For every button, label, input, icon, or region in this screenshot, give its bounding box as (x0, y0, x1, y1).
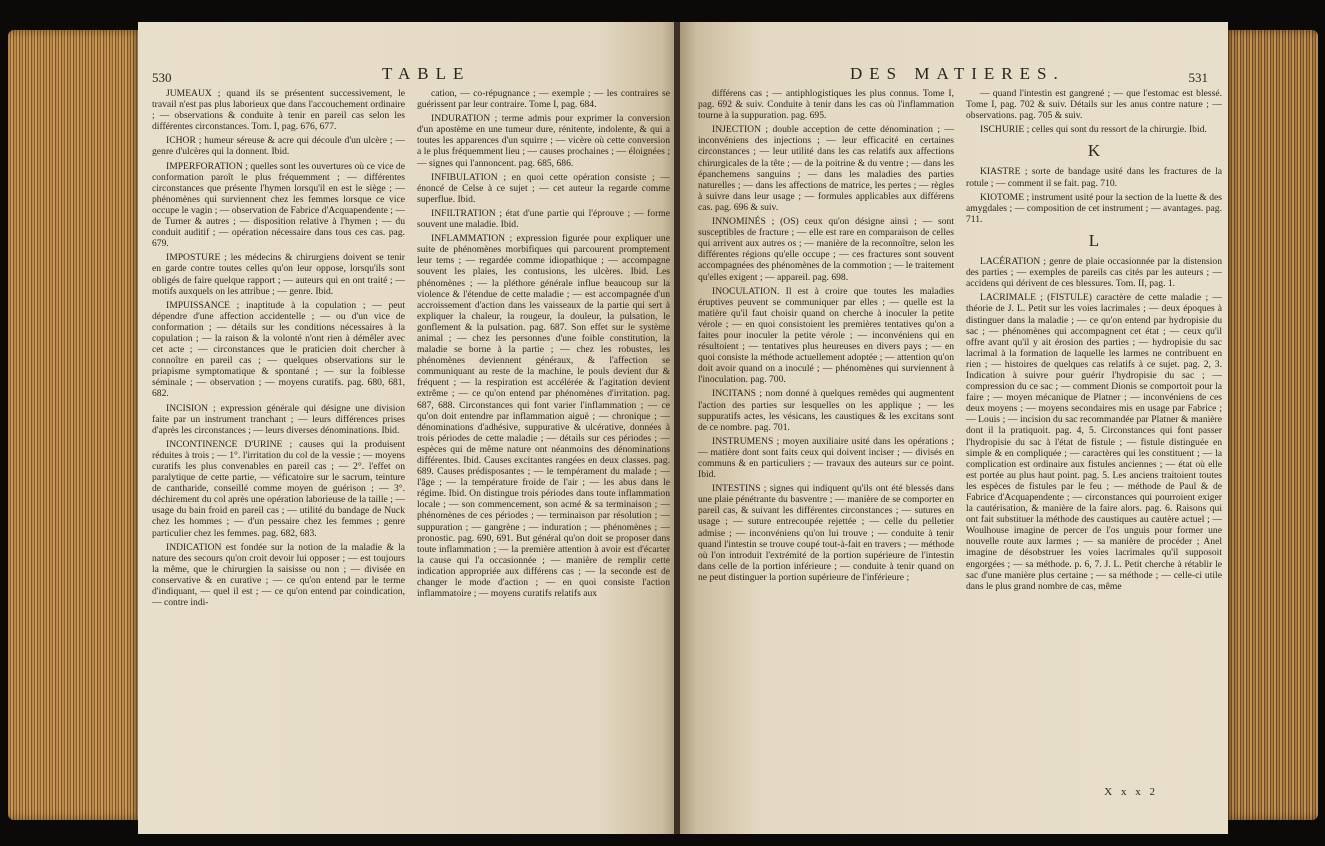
index-entry: INCITANS ; nom donné à quelques remèdes qui augmentent l'action des parties sur lesquelles on les applique ; — les suppuratifs actes, les vésicans, les caustiques & les excitans sont de ce nombre. pag. 701. (698, 388, 954, 433)
index-entry: différens cas ; — antiphlogistiques les plus connus. Tome I, pag. 692 & suiv. Conduite à tenir dans les cas où l'inflammation tourne à la suppuration. pag. 695. (698, 88, 954, 122)
index-entry: cation, — co-répugnance ; — exemple ; — les contraires se guérissent par leur contraire. Tome I, pag. 684. (417, 88, 670, 111)
index-entry: INJECTION ; double acception de cette dénomination ; — inconvéniens des injections ; — leur efficacité en certaines circonstances ; — leur utilité dans les cas relatifs aux affections chirurgicales de la tête ; — de la poitrine & du ventre ; — dans les épanchemens sanguins ; — dans les maladies des parties naturelles ; — dans les affections de matrice, les pertes ; — règles à suivre dans leur usage ; — formules applicables aux différens cas. pag. 696 & suiv. (698, 124, 954, 213)
index-entry: INCONTINENCE D'URINE ; causes qui la produisent réduites à trois ; — 1°. l'irritation du col de la vessie ; — moyens curatifs les plus convenables en pareil cas ; — 2°. l'effet on paralytique de cette partie, — véficatoire sur le sacrum, teinture de cantharide, conseillé comme moyen de guérison ; — 3°. déchirement du col après une opération laborieuse de la taille ; — usage du bain froid en pareil cas ; — utilité du bandage de Nuck chez les hommes ; — d'un pessaire chez les femmes ; genre particulier chez les femmes. pag. 682, 683. (152, 438, 405, 539)
right-page (680, 22, 1228, 834)
right-page-edges (1223, 30, 1318, 820)
index-entry: KIASTRE ; sorte de bandage usité dans les fractures de la rotule ; — comment il se fait. pag. 710. (966, 166, 1222, 189)
index-entry: INNOMINÉS ; (OS) ceux qu'on désigne ainsi ; — sont susceptibles de fracture ; — elle est rare en comparaison de celles qui arrivent aux autres os ; — manière de la reconnoître, selon les différentes régions qu'elle occupe ; — ces fractures sont souvent accompagnées des phénomènes de la commotion ; — le traitement qu'elles exigent ; — appareil. pag. 698. (698, 216, 954, 283)
section-letter-heading: K (1087, 141, 1101, 161)
right-page-column-1 (698, 88, 954, 808)
left-page-edges (8, 30, 143, 820)
index-entry: ISCHURIE ; celles qui sont du ressort de la chirurgie. Ibid. (980, 124, 1207, 136)
index-entry: JUMEAUX ; quand ils se présentent successivement, le travail n'est pas plus laborieux que dans l'accouchement ordinaire ; — observations & conduite à tenir en pareil cas selon les différentes circonstances. Tom. I, pag. 676, 677. (152, 88, 405, 133)
index-entry: INDICATION est fondée sur la notion de la maladie & la nature des secours qu'on croit devoir lui opposer ; — est toujours la même, que le chirurgien la saisisse ou non ; — divisée en conservative & en curative ; — ce qu'on entend par le terme d'indiquant, — quel il est ; — ce qu'on entend par coindication, — contre indi- (152, 541, 405, 609)
page-number-right: 531 (1188, 70, 1208, 85)
index-entry: KIOTOME ; instrument usité pour la section de la luette & des amygdales ; — composition de cet instrument ; — avantages. pag. 711. (966, 191, 1222, 225)
section-letter-heading: L (1088, 230, 1100, 250)
running-head-left: TABLE (382, 64, 471, 83)
running-head-right: DES MATIERES. (850, 64, 1065, 83)
index-entry: IMPOSTURE ; les médecins & chirurgiens doivent se tenir en garde contre toutes celles qu'on leur oppose, lorsqu'ils sont obligés de faire quelque rapport ; — auteurs qui en ont traité ; — motifs auxquels on les attribue ; — genre. Ibid. (152, 252, 405, 297)
index-entry: INFLAMMATION ; expression figurée pour expliquer une suite de phénomènes morbifiques qui parcourent promptement leur tems ; — regardée comme idiopathique ; — accompagne souvent les plaies, les contusions, les ulcères. Ibid. Les phénomènes ; — la pléthore générale influe beaucoup sur la violence & l'étendue de cette maladie ; — est accompagnée d'un accroissement d'action dans les vaisseaux de la partie qui sert à expliquer la chaleur, la rougeur, la douleur, la pulsation, le gonflement & la pulsation. pag. 687. Son effet sur le système animal ; — chez les personnes d'une foible constitution, la maladie se borne à la partie ; — chez les robustes, les phénomènes deviennent généraux, & l'affection se communiquant au reste de la machine, le pouls devient dur & fréquent ; — la respiration est accélérée & l'agitation devient extrême ; — ce qu'on entend par phénomènes d'irritation. pag. 687, 688. Circonstances qui font varier l'inflammation ; — ce qu'on doit entendre par inflammation aiguë ; — chronique ; — dénominations d'adhésive, suppurative & ulcérative, données à trois périodes de cette maladie ; — détails sur ces périodes ; — espèces qui de même nature ont néanmoins des dénominations différentes. Ibid. Causes excitantes rangées en deux classes. pag. 689. Causes prédisposantes ; — le tempérament du malade ; — l'âge ; — la température froide de l'air ; — les abus dans le régime. Ibid. On distingue trois périodes dans toute inflammation locale ; — son commencement, son acmé & sa terminaison ; — phénomènes de ces périodes ; — terminaison par résolution ; — suppuration ; — gangrène ; — induration ; — phénomènes ; — pronostic. pag. 690, 691. But général qu'on doit se proposer dans toute inflammation ; — la première attention à avoir est d'écarter la cause qui l'a occasionnée ; — manière de remplir cette indication appropriée aux différens cas ; — la seconde est de changer le mode d'action ; — en quoi consiste l'action inflammatoire ; — moyens curatifs relatifs aux (417, 233, 670, 600)
index-entry: IMPUISSANCE ; inaptitude à la copulation ; — peut dépendre d'une affection accidentelle ; — ou d'un vice de conformation ; — détails sur les conditions nécessaires à la copulation ; — la raison & la volonté n'ont rien à démêler avec cet acte ; — circonstances que le praticien doit chercher à connoître en pareil cas ; — quelques observations sur le priapisme symptomatique & spontané ; — sur la foiblesse séminale ; — observation ; — moyens curatifs. pag. 680, 681, 682. (152, 299, 405, 400)
signature-mark: X x x 2 (1104, 786, 1158, 798)
index-entry: INTESTINS ; signes qui indiquent qu'ils ont été blessés dans une plaie pénétrante du basventre ; — manière de se comporter en pareil cas, & suivant les différentes circonstances ; — sutures en usage ; — suture entrecoupée rejettée ; — celle du pelletier admise ; — inconvéniens qu'on lui trouve ; — conduite à tenir quand l'intestin se trouve coupé tout-à-fait en travers ; — méthode où l'on introduit l'extrémité de la portion supérieure de l'intestin dans celle de la portion inférieure ; — conduite à tenir quand on ne peut distinguer la portion supérieure de l'inférieure ; (698, 483, 954, 583)
index-entry: ICHOR ; humeur séreuse & acre qui découle d'un ulcère ; — genre d'ulcères qui la donnent. Ibid. (152, 135, 405, 158)
index-entry: INDURATION ; terme admis pour exprimer la conversion d'un apostème en une tumeur dure, rénitente, indolente, & qui a toutes les apparences d'un squirre ; — vicère où cette conversion a le plus fréquemment lieu ; — causes prochaines ; — éloignées ; — signes qui l'annoncent. pag. 685, 686. (417, 113, 670, 169)
index-entry: INOCULATION. Il est à croire que toutes les maladies éruptives peuvent se communiquer par elles ; — quelle est la matière qu'il faut choisir quand on cherche à inoculer la petite vérole ; — en quoi consistoient les premières tentatives qu'on a faites pour inoculer la petite vérole ; — inconvéniens qui en résultoient ; — tentatives plus heureuses en divers pays ; — en quoi consiste la méthode actuellement adoptée ; — attention qu'on doit avoir quand on a inoculé ; — phénomènes qui surviennent à l'inoculation. pag. 700. (698, 285, 954, 386)
index-entry: — quand l'intestin est gangrené ; — que l'estomac est blessé. Tome I, pag. 702 & suiv. Détails sur les anus contre nature ; — observations. pag. 705 & suiv. (966, 88, 1222, 122)
index-entry: LACRIMALE ; (FISTULE) caractère de cette maladie ; — théorie de J. L. Petit sur les voies lacrimales ; — deux époques à distinguer dans la maladie ; — ce qu'on entend par hydropisie du sac ; — phénomènes qui accompagnent cet état ; — ceux qu'il offre avant qu'il y ait érosion des parties ; — hydropisie du sac lacrimal à la formation de laquelle les larmes ne contribuent en rien ; — histoires de quelques cas relatifs à ce sujet. pag. 2, 3. Indication à suivre pour guérir l'hydropisie du sac ; — compression du ce sac ; — comment Dionis se comportoit pour la faire ; — moyen mécanique de Platner ; — inconvéniens de ces deux moyens ; — moyens secondaires mis en usage par Fabrice ; — Louis ; — incision du sac recommandée par Platner & manière dont il la pratiquoit. pag. 4, 5. Circonstances qui font passer l'hydropisie du sac à l'état de fistule ; — fistule distinguée en simple & en compliquée ; — caractères qui les constituent ; — la complication est ordinaire aux fistules anciennes ; — état où elle est portée au plus haut point. pag. 5. Les anciens traitoient toutes les espèces de fistules par le feu ; — méthode de Paul & de Fabrice d'Acquapendente ; — circonstances qui pourroient exiger la cautérisation, & manière de la faire alors. pag. 6. Raisons qui ont fait substituer la méthode des caustiques au cautère actuel ; — Woulhouse imagine de percer de l'os unguis pour former une nouvelle route aux larmes ; — sa manière de procéder ; Anel imagine de désobstruer les voies lacrimales qu'il supposoit engorgées ; — sa méthode. p. 6, 7. J. L. Petit cherche à rétablir le sac d'une manière plus certaine ; — sa méthode ; — celle-ci utile dans le plus grand nombre de cas, même (966, 292, 1222, 592)
index-entry: INFILTRATION ; état d'une partie qui l'éprouve ; — forme souvent une maladie. Ibid. (417, 207, 670, 231)
page-number-left: 530 (152, 70, 172, 85)
open-book (8, 22, 1318, 834)
left-page (138, 22, 678, 834)
index-entry: INSTRUMENS ; moyen auxiliaire usité dans les opérations ; — matière dont sont faits ceux qui doivent inciser ; — divisés en communs & en particuliers ; — travaux des auteurs sur ce point. Ibid. (698, 435, 954, 481)
left-page-column-1 (152, 88, 405, 808)
index-entry: IMPERFORATION ; quelles sont les ouvertures où ce vice de conformation paroît le plus fréquemment ; — différentes circonstances que présente l'hymen lorsqu'il en est le siège ; — phénomènes qui surviennent chez les femmes lorsque ce vice occupe le vagin ; — observation de Fabrice d'Acquapendente ; — de Turner & autres ; — disposition relative à l'hymen ; — du conduit auditif ; — opération nécessaire dans tous ces cas. pag. 679. (152, 160, 405, 250)
index-entry: LACÉRATION ; genre de plaie occasionnée par la distension des parties ; — exemples de pareils cas cités par les auteurs ; — accidens qui dérivent de ces blessures. Tom. II, pag. 1. (966, 256, 1222, 290)
left-page-column-2 (417, 88, 670, 808)
index-entry: INCISION ; expression générale qui désigne une division faite par un instrument tranchant ; — leurs différences prises d'après les circonstances ; — leurs diverses dénominations. Ibid. (152, 402, 405, 436)
index-entry: INFIBULATION ; en quoi cette opération consiste ; — énoncé de Celse à ce sujet ; — cet auteur la regarde comme superflue. Ibid. (417, 171, 670, 205)
right-page-column-2 (966, 88, 1222, 793)
